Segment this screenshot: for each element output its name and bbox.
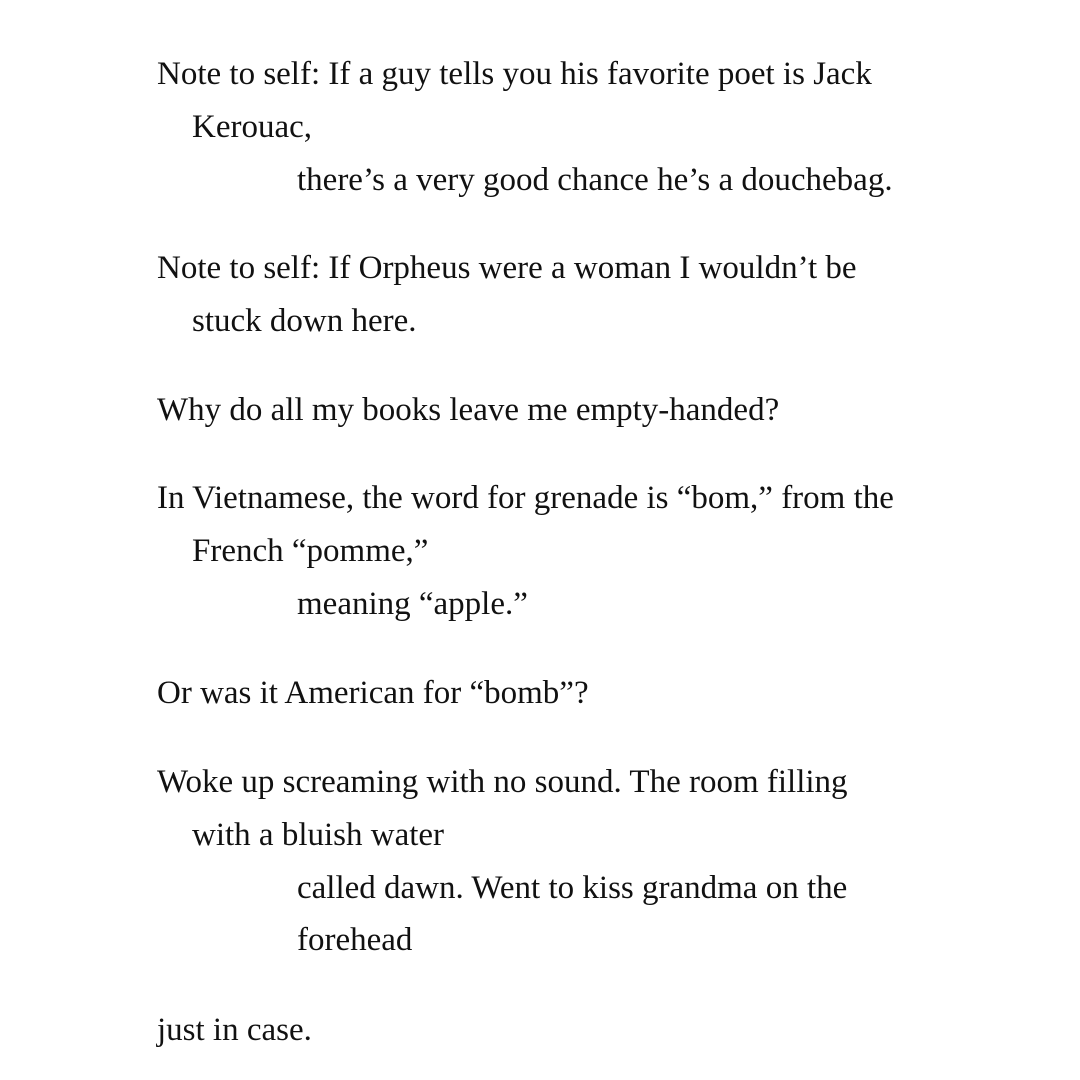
poem-line: Why do all my books leave me empty-handed? <box>157 392 780 428</box>
poem-line: In Vietnamese, the word for grenade is “bom,” from the <box>157 480 894 516</box>
poem-line: meaning “apple.” <box>297 586 528 622</box>
poem-line: Note to self: If a guy tells you his favorite poet is Jack <box>157 56 872 92</box>
poem-line: Woke up screaming with no sound. The room filling <box>157 764 848 800</box>
poem-line: Or was it American for “bomb”? <box>157 675 589 711</box>
poem-line: just in case. <box>157 1012 312 1048</box>
poem-line: Kerouac, <box>192 109 313 145</box>
poem-line: stuck down here. <box>192 303 417 339</box>
poem-line: forehead <box>297 922 413 958</box>
poem-line: Note to self: If Orpheus were a woman I wouldn’t be <box>157 250 857 286</box>
poem-line: with a bluish water <box>192 817 445 853</box>
poem-line: there’s a very good chance he’s a douchebag. <box>297 162 893 198</box>
poem-line: French “pomme,” <box>192 533 429 569</box>
poem-line: called dawn. Went to kiss grandma on the <box>297 870 848 906</box>
